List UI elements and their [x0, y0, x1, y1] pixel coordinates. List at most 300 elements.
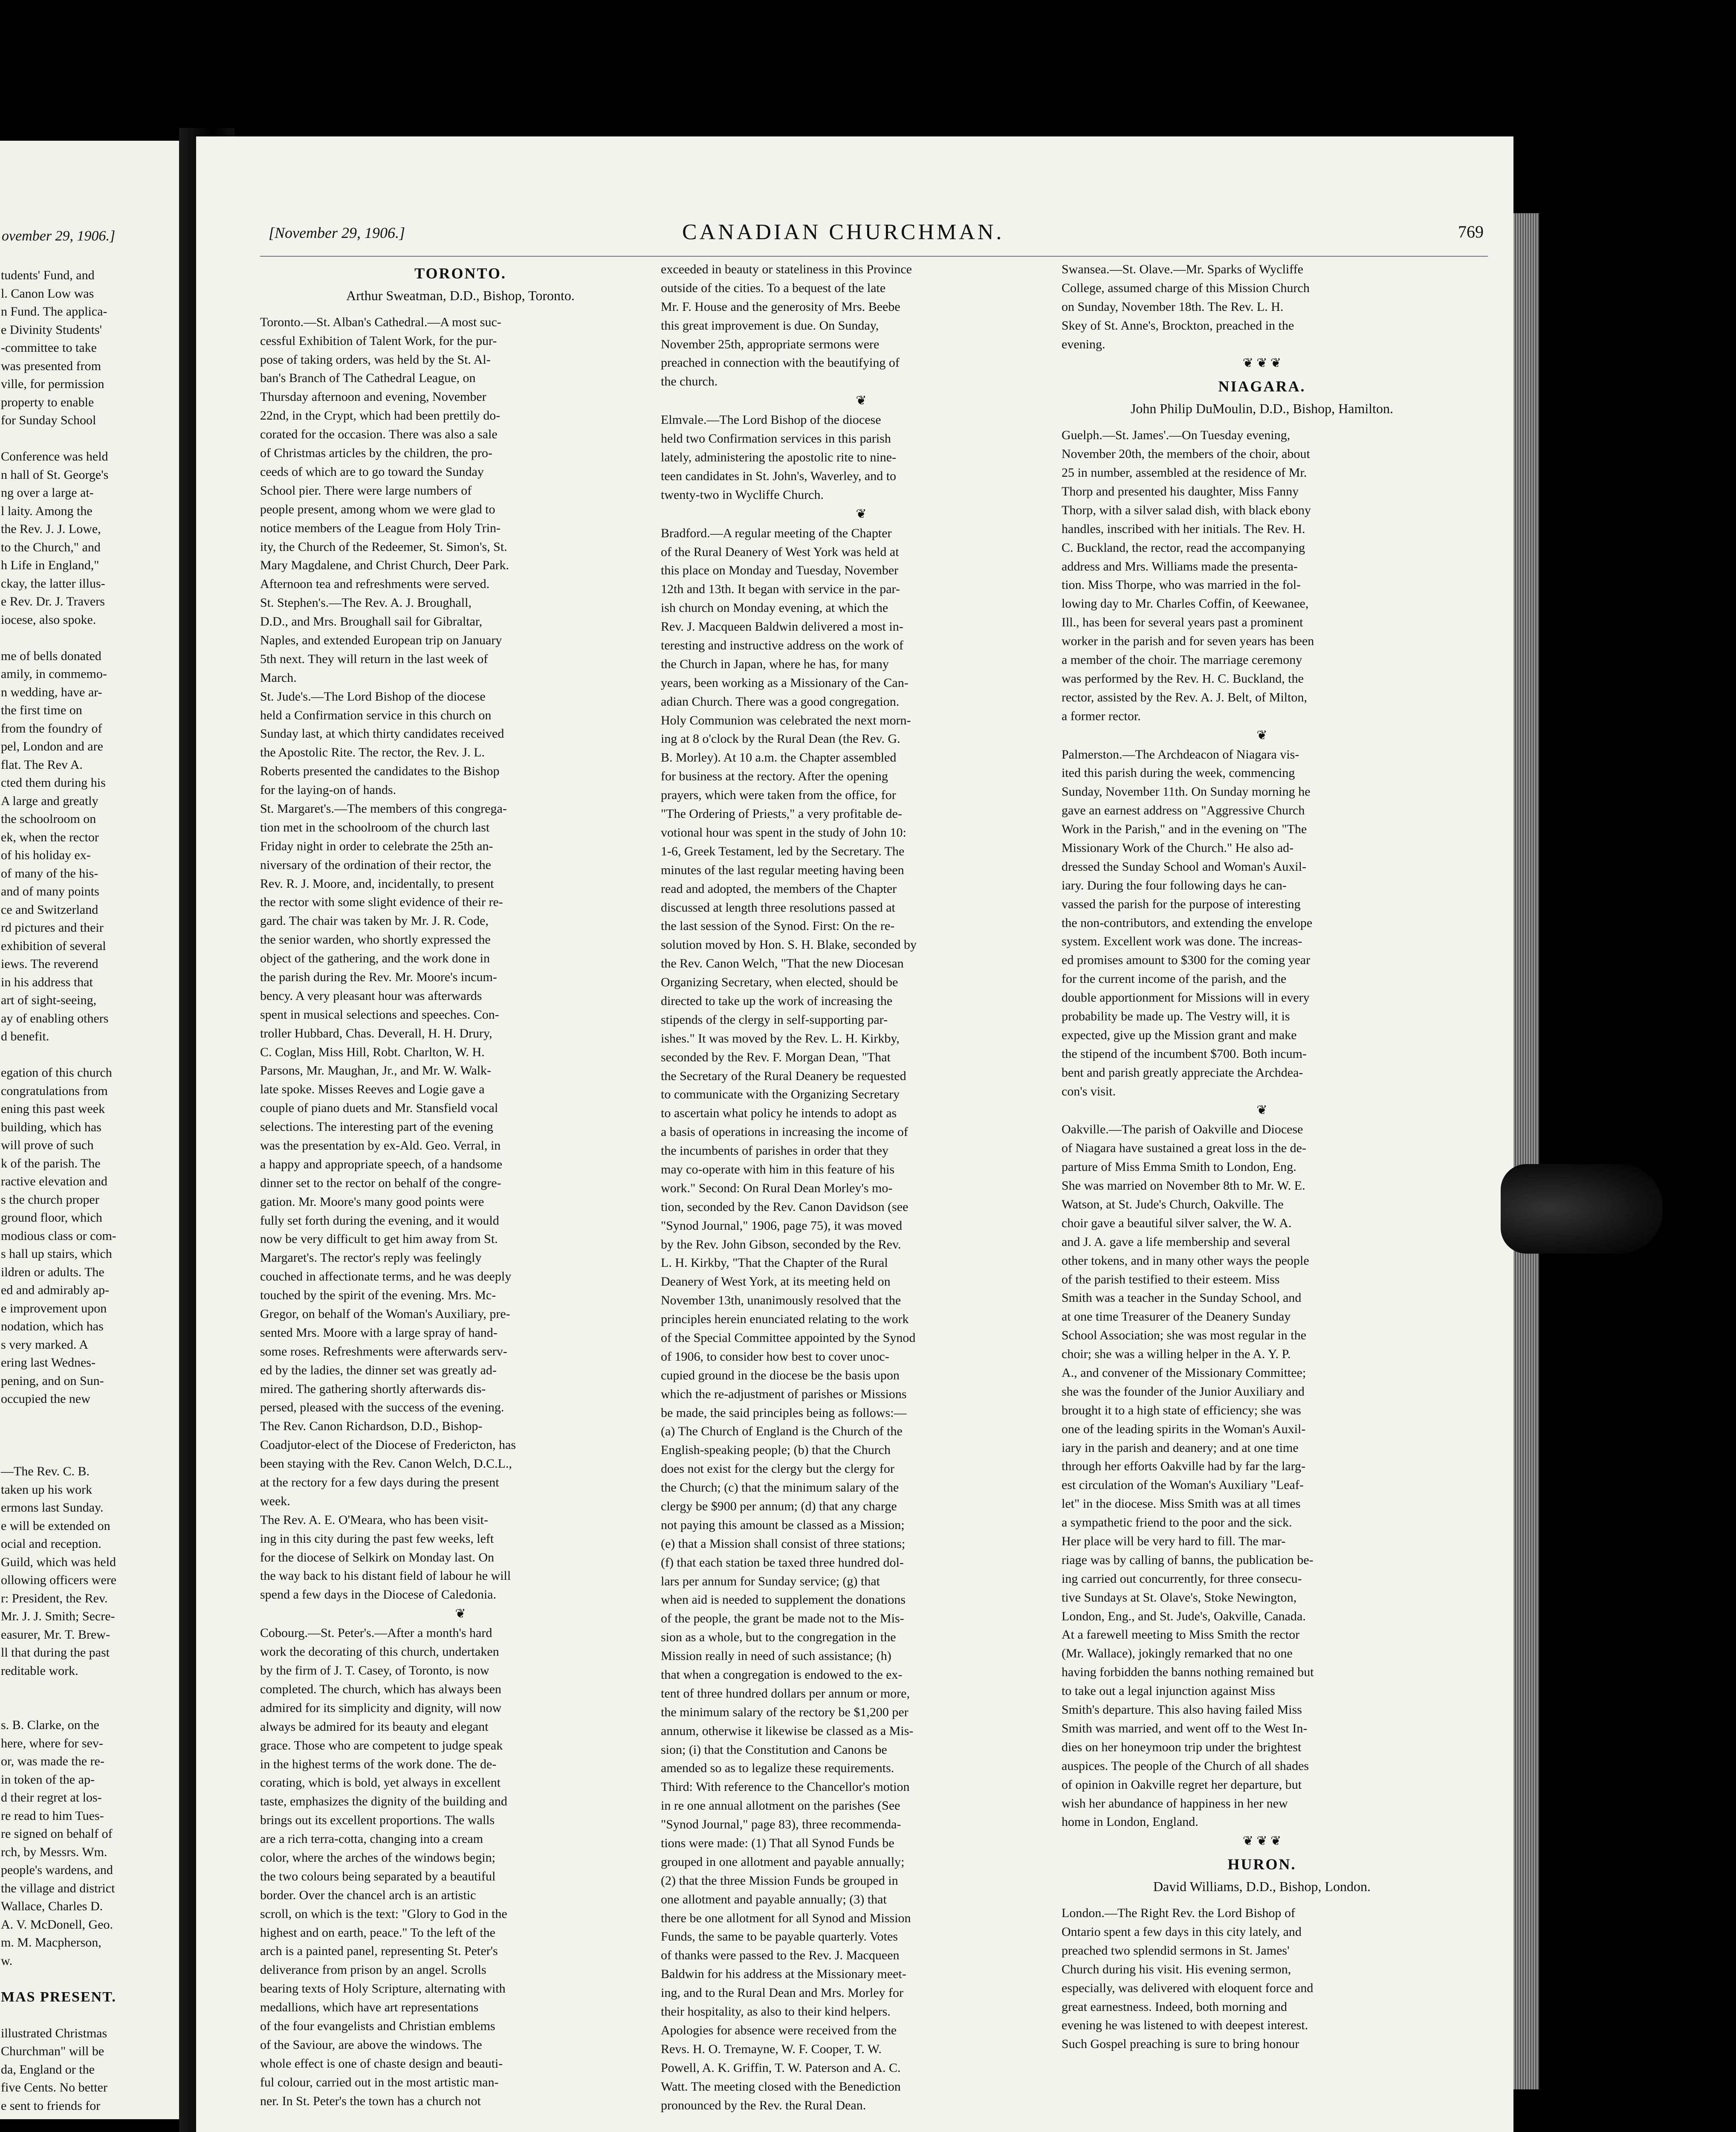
text-line: easurer, Mr. T. Brew- — [1, 1627, 110, 1642]
text-line: home in London, England. — [1062, 1815, 1198, 1829]
text-line: probability be made up. The Vestry will, it is — [1062, 1009, 1290, 1023]
text-line: selections. The interesting part of the evening — [260, 1120, 493, 1134]
text-line: rch, by Messrs. Wm. — [1, 1845, 107, 1859]
text-line: through her efforts Oakville had by far the larg- — [1062, 1459, 1306, 1474]
text-line: ishes." It was moved by the Rev. L. H. Kirkby, — [661, 1031, 900, 1046]
text-line: that when a congregation is endowed to the ex- — [661, 1668, 903, 1682]
text-line: of the Special Committee appointed by the Synod — [661, 1330, 916, 1345]
text-line: Gregor, on behalf of the Woman's Auxiliary, pre- — [260, 1307, 510, 1321]
text-line: years, been working as a Missionary of the Can- — [661, 675, 909, 690]
column-2 — [661, 260, 1062, 2115]
text-line: the way back to his distant field of labour he will — [260, 1569, 511, 1583]
text-line: ering last Wednes- — [1, 1356, 95, 1370]
text-line: da, England or the — [1, 2062, 95, 2077]
text-line: people present, among whom we were glad to — [260, 502, 495, 516]
text-line: bearing texts of Holy Scripture, alternating with — [260, 1981, 506, 1996]
text-line: Watt. The meeting closed with the Benediction — [661, 2079, 901, 2094]
text-line: the last session of the Synod. First: On the re- — [661, 919, 895, 933]
text-line: iary in the parish and deanery; and at one time — [1062, 1440, 1299, 1455]
paragraph-ornament: ❦ — [856, 507, 867, 521]
text-line: 25 in number, assembled at the residence of Mr. — [1062, 466, 1307, 480]
header-rule — [260, 256, 1488, 257]
text-line: of his holiday ex- — [1, 848, 91, 862]
text-line: or, was made the re- — [1, 1754, 104, 1768]
text-line: Elmvale.—The Lord Bishop of the diocese — [661, 413, 881, 427]
text-line: annum, otherwise it likewise be classed as a Mis- — [661, 1724, 914, 1738]
previous-page-fragment — [0, 141, 179, 2119]
publication-title: CANADIAN CHURCHMAN. — [682, 220, 1004, 244]
newspaper-page — [196, 136, 1513, 2132]
text-line: gave an earnest address on "Aggressive Church — [1062, 803, 1305, 818]
text-line: art of sight-seeing, — [1, 993, 97, 1007]
text-line: of opinion in Oakville regret her departure, but — [1062, 1777, 1302, 1792]
text-line: tion met in the schoolroom of the church last — [260, 820, 490, 834]
text-line: a happy and appropriate speech, of a handsome — [260, 1157, 503, 1171]
text-line: from the foundry of — [1, 721, 102, 736]
text-line: cted them during his — [1, 776, 106, 790]
text-line: for the current income of the parish, and the — [1062, 972, 1287, 986]
text-line: ek, when the rector — [1, 830, 99, 844]
text-line: ollowing officers were — [1, 1573, 117, 1587]
text-line: the Apostolic Rite. The rector, the Rev. J. L. — [260, 745, 485, 760]
text-line: discussed at length three resolutions passed at — [661, 900, 895, 915]
text-line: 12th and 13th. It began with service in the par- — [661, 582, 900, 597]
text-line: held two Confirmation services in this parish — [661, 432, 891, 446]
text-line: November 25th, appropriate sermons were — [661, 337, 880, 351]
text-line: mired. The gathering shortly afterwards dis- — [260, 1382, 486, 1396]
section-ornament: ❦ ❦ ❦ — [1242, 1834, 1282, 1848]
text-line: Work in the Parish," and in the evening on "The — [1062, 822, 1307, 837]
previous-page-header: ovember 29, 1906.] — [2, 228, 116, 244]
text-line: ing carried out concurrently, for three consecu- — [1062, 1571, 1302, 1586]
text-line: cupied ground in the diocese be the basis upon — [661, 1368, 900, 1382]
text-line: Friday night in order to celebrate the 25th an- — [260, 839, 493, 853]
text-line: not paying this amount be classed as a Mission; — [661, 1518, 905, 1532]
text-line: English-speaking people; (b) that the Church — [661, 1443, 891, 1457]
text-line: work the decorating of this church, undertaken — [260, 1645, 499, 1659]
text-line: Funds, the same to be payable quarterly. Votes — [661, 1929, 898, 1944]
text-line: ce and Switzerland — [1, 902, 98, 917]
text-line: the incumbents of parishes in order that they — [661, 1144, 889, 1158]
text-line: deliverance from prison by an angel. Scrolls — [260, 1963, 486, 1977]
text-line: St. Stephen's.—The Rev. A. J. Broughall, — [260, 596, 472, 610]
text-line: e improvement upon — [1, 1301, 107, 1315]
text-line: e sent to friends for — [1, 2098, 101, 2113]
text-line: Baldwin for his address at the Missionary meet- — [661, 1967, 906, 1981]
text-line: s very marked. A — [1, 1337, 88, 1352]
paragraph-ornament: ❦ — [1256, 1103, 1267, 1118]
text-line: was presented from — [1, 359, 101, 373]
text-line: Guild, which was held — [1, 1555, 116, 1569]
text-line: there be one allotment for all Synod and Mission — [661, 1911, 911, 1925]
text-line: whole effect is one of chaste design and beauti- — [260, 2056, 503, 2071]
text-line: principles herein enunciated relating to the work — [661, 1312, 909, 1327]
text-line: The Rev. Canon Richardson, D.D., Bishop- — [260, 1419, 483, 1434]
text-line: Smith was married, and went off to the West In- — [1062, 1721, 1308, 1735]
text-line: ermons last Sunday. — [1, 1501, 104, 1515]
text-line: for Sunday School — [1, 413, 96, 427]
text-line: Smith was a teacher in the Sunday School, and — [1062, 1291, 1302, 1305]
text-line: A., and convener of the Missionary Committee; — [1062, 1366, 1306, 1380]
text-line: and of many points — [1, 884, 99, 898]
text-line: taste, emphasizes the dignity of the building and — [260, 1794, 507, 1809]
text-line: dinner set to the rector on behalf of the congre- — [260, 1176, 501, 1190]
text-line: dressed the Sunday School and Woman's Auxil- — [1062, 859, 1307, 874]
text-line: parture of Miss Emma Smith to London, Eng. — [1062, 1160, 1296, 1174]
huron-text — [1062, 1904, 1462, 2054]
text-line: Parsons, Mr. Maughan, Jr., and Mr. W. Walk- — [260, 1063, 492, 1078]
text-line: of the parish testified to their esteem. Miss — [1062, 1272, 1280, 1286]
text-line: h Life in England," — [1, 558, 99, 572]
text-line: Holy Communion was celebrated the next morn- — [661, 713, 911, 727]
previous-page-text — [0, 266, 179, 2115]
text-line: A large and greatly — [1, 794, 98, 808]
text-line: d benefit. — [1, 1029, 49, 1043]
text-line: other tokens, and in many other ways the people — [1062, 1253, 1309, 1268]
text-line: the senior warden, who shortly expressed the — [260, 933, 491, 947]
text-line: of the Saviour, are above the windows. The — [260, 2037, 482, 2052]
text-line: con's visit. — [1062, 1084, 1116, 1098]
text-line: tions were made: (1) That all Synod Funds be — [661, 1836, 894, 1851]
text-line: preached in connection with the beautifying of — [661, 356, 900, 370]
text-line: Mary Magdalene, and Christ Church, Deer Park. — [260, 558, 509, 573]
text-line: tent of three hundred dollars per annum or more, — [661, 1686, 910, 1700]
text-line: especially, was delivered with eloquent force and — [1062, 1981, 1314, 1995]
text-line: spend a few days in the Diocese of Caledonia. — [260, 1587, 496, 1602]
text-line: brought it to a high state of efficiency; she was — [1062, 1403, 1301, 1417]
text-line: Thorp, with a silver salad dish, with black ebony — [1062, 503, 1311, 517]
text-line: (e) that a Mission shall consist of three stations; — [661, 1536, 906, 1551]
text-line: Deanery of West York, at its meeting held on — [661, 1275, 891, 1289]
text-line: at one time Treasurer of the Deanery Sunday — [1062, 1309, 1291, 1324]
text-line: (Mr. Wallace), jokingly remarked that no one — [1062, 1646, 1293, 1661]
text-line: ay of enabling others — [1, 1011, 109, 1025]
text-line: (f) that each station be taxed three hundred dol- — [661, 1555, 904, 1570]
text-line: Her place will be very hard to fill. The mar- — [1062, 1534, 1286, 1549]
text-line: ening this past week — [1, 1102, 105, 1116]
text-line: L. H. Kirkby, "That the Chapter of the Rural — [661, 1256, 888, 1270]
thumb-clip — [1501, 1164, 1663, 1254]
text-line: Church during his visit. His evening sermon, — [1062, 1962, 1291, 1976]
blank-line — [1, 629, 179, 647]
text-line: gard. The chair was taken by Mr. J. R. Code, — [260, 914, 489, 928]
text-line: scroll, on which is the text: "Glory to God in the — [260, 1906, 507, 1921]
text-line: wish her abundance of happiness in her new — [1062, 1796, 1288, 1810]
paragraph-ornament: ❦ — [856, 394, 867, 408]
text-line: Coadjutor-elect of the Diocese of Fredericton, has — [260, 1438, 516, 1452]
text-line: worker in the parish and for seven years has been — [1062, 634, 1314, 649]
text-line: Churchman" will be — [1, 2044, 104, 2058]
text-line: the Church in Japan, where he has, for many — [661, 657, 889, 671]
text-line: Missionary Work of the Church." He also ad- — [1062, 840, 1294, 855]
section-title-toronto: TORONTO. — [414, 265, 506, 282]
text-line: St. Margaret's.—The members of this congrega- — [260, 801, 507, 816]
text-line: me of bells donated — [1, 649, 101, 663]
text-line: C. Coglan, Miss Hill, Robt. Charlton, W. H. — [260, 1045, 485, 1059]
text-line: School pier. There were large numbers of — [260, 483, 472, 498]
text-line: s. B. Clarke, on the — [1, 1718, 99, 1732]
text-line: this great improvement is due. On Sunday, — [661, 318, 879, 333]
paragraph-ornament: ❦ — [1256, 728, 1267, 742]
text-line: She was married on November 8th to Mr. W. E. — [1062, 1179, 1305, 1193]
text-line: gation. Mr. Moore's many good points were — [260, 1194, 484, 1209]
text-line: in his address that — [1, 975, 93, 989]
text-line: of Christmas articles by the children, the pro- — [260, 446, 492, 461]
text-line: people's wardens, and — [1, 1863, 113, 1877]
text-line: lately, administering the apostolic rite to nine- — [661, 450, 897, 465]
text-line: riage was by calling of banns, the publication be- — [1062, 1553, 1314, 1567]
text-line: Ontario spent a few days in this city lately, and — [1062, 1924, 1302, 1939]
text-line: corating, which is bold, yet always in excellent — [260, 1776, 501, 1790]
text-line: ed and admirably ap- — [1, 1283, 110, 1297]
text-line: address and Mrs. Williams made the presenta- — [1062, 559, 1298, 574]
text-line: evening. — [1062, 337, 1105, 351]
text-line: lars per annum for Sunday service; (g) that — [661, 1574, 880, 1588]
text-line: ground floor, which — [1, 1211, 102, 1225]
text-line: Such Gospel preaching is sure to bring honour — [1062, 2037, 1299, 2051]
text-line: exceeded in beauty or stateliness in this Province — [661, 262, 912, 276]
text-line: are a rich terra-cotta, changing into a cream — [260, 1832, 483, 1846]
text-line: r: President, the Rev. — [1, 1591, 108, 1605]
text-line: the schoolroom on — [1, 812, 96, 826]
text-line: in token of the ap- — [1, 1772, 95, 1787]
text-line: St. Jude's.—The Lord Bishop of the diocese — [260, 689, 486, 704]
text-line: ville, for permission — [1, 377, 104, 391]
text-line: notice members of the League from Holy Trin- — [260, 521, 501, 535]
bishop-line-niagara: John Philip DuMoulin, D.D., Bishop, Hamilton. — [1130, 401, 1394, 417]
text-line: Organizing Secretary, when elected, should be — [661, 975, 898, 990]
text-line: flat. The Rev A. — [1, 757, 83, 772]
text-line: the rector with some slight evidence of their re- — [260, 895, 503, 910]
text-line: clergy be $900 per annum; (d) that any charge — [661, 1499, 897, 1513]
text-line: pel, London and are — [1, 739, 103, 753]
text-line: Swansea.—St. Olave.—Mr. Sparks of Wycliffe — [1062, 262, 1303, 276]
text-line: tion. Miss Thorpe, who was married in the fol- — [1062, 578, 1301, 592]
text-line: Afternoon tea and refreshments were served. — [260, 577, 490, 591]
text-line: ll that during the past — [1, 1645, 110, 1660]
text-line: one allotment and payable annually; (3) that — [661, 1892, 887, 1906]
text-line: Sunday last, at which thirty candidates received — [260, 727, 504, 741]
text-line: Toronto.—St. Alban's Cathedral.—A most suc- — [260, 315, 501, 329]
text-line: at the rectory for a few days during the present — [260, 1475, 499, 1490]
text-line: Mr. F. House and the generosity of Mrs. Beebe — [661, 299, 900, 314]
text-line: vassed the parish for the purpose of interesting — [1062, 897, 1301, 911]
text-line: At a farewell meeting to Miss Smith the rector — [1062, 1628, 1300, 1642]
text-line: preached two splendid sermons in St. James' — [1062, 1943, 1290, 1958]
column-1 — [260, 260, 661, 2110]
text-line: d their regret at los- — [1, 1790, 102, 1805]
text-line: arch is a painted panel, representing St. Peter's — [260, 1944, 498, 1958]
text-line: ildren or adults. The — [1, 1265, 104, 1279]
text-line: work." Second: On Rural Dean Morley's mo- — [661, 1181, 893, 1195]
text-line: of the Rural Deanery of West York was held at — [661, 545, 899, 559]
text-line: one of the leading spirits in the Woman's Auxil- — [1062, 1422, 1306, 1436]
text-line: choir gave a beautiful silver salver, the W. A. — [1062, 1216, 1292, 1230]
text-line: l. Canon Low was — [1, 286, 94, 301]
text-line: troller Hubbard, Chas. Deverall, H. H. Drury, — [260, 1026, 492, 1040]
text-line: color, where the arches of the windows begin; — [260, 1850, 495, 1865]
text-line: been staying with the Rev. Canon Welch, D.C.L., — [260, 1457, 512, 1471]
text-line: their hospitality, as also to their kind helpers. — [661, 2005, 891, 2019]
text-line: brings out its excellent proportions. The walls — [260, 1813, 495, 1828]
text-line: (a) The Church of England is the Church of the — [661, 1424, 903, 1439]
text-line: Rev. R. J. Moore, and, incidentally, to present — [260, 876, 494, 891]
page-number: 769 — [1458, 222, 1484, 241]
text-line: ing at 8 o'clock by the Rural Dean (the Rev. G. — [661, 732, 900, 746]
text-line: "The Ordering of Priests," a very profitable de- — [661, 807, 902, 821]
text-line: for the laying-on of hands. — [260, 783, 396, 797]
text-line: late spoke. Misses Reeves and Logie gave a — [260, 1082, 485, 1097]
text-line: bency. A very pleasant hour was afterwards — [260, 988, 482, 1003]
text-line: system. Excellent work was done. The increas- — [1062, 934, 1302, 949]
text-line: expected, give up the Mission grant and make — [1062, 1028, 1297, 1042]
text-line: ed by the ladies, the dinner set was greatly ad- — [260, 1363, 497, 1377]
text-line: ckay, the latter illus- — [1, 576, 105, 591]
text-line: Ill., has been for several years past a prominent — [1062, 615, 1303, 630]
text-line: 22nd, in the Crypt, which had been prettily do- — [260, 408, 501, 423]
text-line: a member of the choir. The marriage ceremony — [1062, 652, 1302, 667]
text-line: rd pictures and their — [1, 921, 104, 935]
text-line: couched in affectionate terms, and he was deeply — [260, 1269, 512, 1284]
text-line: Powell, A. K. Griffin, T. W. Paterson and A. C. — [661, 2060, 901, 2075]
text-line: the stipend of the incumbent $700. Both incum- — [1062, 1046, 1307, 1061]
text-line: solution moved by Hon. S. H. Blake, seconded by — [661, 938, 917, 952]
text-line: rector, assisted by the Rev. A. J. Belt, of Milton, — [1062, 690, 1307, 704]
text-line: Rev. J. Macqueen Baldwin delivered a most in- — [661, 620, 903, 634]
text-line: the church. — [661, 374, 718, 389]
text-line: tudents' Fund, and — [1, 268, 95, 282]
text-line: March. — [260, 670, 297, 685]
text-line: London.—The Right Rev. the Lord Bishop of — [1062, 1906, 1295, 1921]
text-line: ceeds of which are to go toward the Sunday — [260, 464, 484, 479]
text-line: niversary of the ordination of their rector, the — [260, 857, 491, 872]
text-line: Bradford.—A regular meeting of the Chapter — [661, 526, 892, 540]
text-line: 1-6, Greek Testament, led by the Secretary. The — [661, 844, 905, 858]
text-line: iary. During the four following days he can- — [1062, 878, 1287, 892]
text-line: the two colours being separated by a beautiful — [260, 1869, 496, 1883]
blank-line — [1, 1970, 179, 1988]
text-line: may co-operate with him in this feature of his — [661, 1162, 895, 1176]
text-line: 5th next. They will return in the last week of — [260, 652, 488, 666]
text-line: grace. Those who are competent to judge speak — [260, 1738, 503, 1753]
text-line: be made, the said principles being as follows:— — [661, 1405, 907, 1420]
text-line: twenty-two in Wycliffe Church. — [661, 487, 824, 502]
text-line: cessful Exhibition of Talent Work, for the pur- — [260, 333, 497, 348]
text-line: couple of piano duets and Mr. Stansfield vocal — [260, 1101, 498, 1115]
text-line: choir; she was a willing helper in the A. Y. P. — [1062, 1347, 1291, 1361]
text-line: Thursday afternoon and evening, November — [260, 390, 486, 404]
text-line: iews. The reverend — [1, 957, 98, 971]
text-line: highest and on earth, peace." To the left of the — [260, 1925, 495, 1940]
text-line: ban's Branch of The Cathedral League, on — [260, 371, 476, 385]
text-line: Palmerston.—The Archdeacon of Niagara vis- — [1062, 747, 1299, 762]
text-line: fully set forth during the evening, and it would — [260, 1213, 499, 1228]
text-line: -committee to take — [1, 341, 97, 355]
text-line: C. Buckland, the rector, read the accompanying — [1062, 540, 1305, 555]
issue-date: [November 29, 1906.] — [269, 224, 405, 241]
text-line: Guelph.—St. James'.—On Tuesday evening, — [1062, 428, 1290, 443]
text-line: outside of the cities. To a bequest of the late — [661, 281, 886, 295]
text-line: Skey of St. Anne's, Brockton, preached in the — [1062, 318, 1294, 333]
text-line: —The Rev. C. B. — [1, 1464, 90, 1478]
text-line: for business at the rectory. After the opening — [661, 769, 888, 784]
text-line: tive Sundays at St. Olave's, Stoke Newington, — [1062, 1590, 1297, 1605]
text-line: Thorp and presented his daughter, Miss Fanny — [1062, 484, 1299, 498]
text-line: of Niagara have sustained a great loss in the de- — [1062, 1141, 1306, 1156]
text-line: admired for its simplicity and dignity, will now — [260, 1700, 502, 1715]
text-line: property to enable — [1, 395, 94, 409]
text-line: taken up his work — [1, 1482, 93, 1497]
text-line: spent in musical selections and speeches. Con- — [260, 1007, 499, 1022]
text-line: prayers, which were taken from the office, for — [661, 788, 896, 802]
text-line: November 20th, the members of the choir, about — [1062, 447, 1310, 461]
text-line: Watson, at St. Jude's Church, Oakville. The — [1062, 1197, 1284, 1211]
text-line: "Synod Journal," 1906, page 75), it was moved — [661, 1218, 903, 1233]
text-line: (2) that the three Mission Funds be grouped in — [661, 1873, 898, 1888]
text-line: completed. The church, which has always been — [260, 1682, 501, 1696]
text-line: held a Confirmation service in this church on — [260, 708, 492, 722]
text-line: five Cents. No better — [1, 2080, 107, 2094]
text-line: Oakville.—The parish of Oakville and Diocese — [1062, 1122, 1303, 1137]
text-line: always be admired for its beauty and elegant — [260, 1719, 489, 1734]
paragraph-ornament: ❦ — [455, 1607, 466, 1621]
text-line: the parish during the Rev. Mr. Moore's incum- — [260, 970, 497, 984]
text-line: ed promises amount to $300 for the coming year — [1062, 953, 1311, 968]
text-line: here, where for sev- — [1, 1736, 103, 1750]
blank-line — [1, 1426, 179, 1445]
text-line: votional hour was spent in the study of John 10: — [661, 825, 906, 840]
text-line: to the Church," and — [1, 540, 101, 554]
blank-line — [1, 1698, 179, 1717]
text-line: Cobourg.—St. Peter's.—After a month's hard — [260, 1626, 492, 1640]
text-line: touched by the spirit of the evening. Mrs. Mc- — [260, 1288, 496, 1303]
text-line: seconded by the Rev. F. Morgan Dean, "That — [661, 1050, 891, 1064]
blank-line — [1, 2006, 179, 2025]
blank-line — [1, 1680, 179, 1698]
text-line: a former rector. — [1062, 709, 1141, 723]
text-line: stipends of the clergy in self-supporting par- — [661, 1012, 888, 1027]
text-line: building, which has — [1, 1120, 101, 1134]
text-line: "Synod Journal," page 83), three recommenda- — [661, 1817, 901, 1832]
text-line: in the highest terms of the work done. The de- — [260, 1757, 497, 1771]
text-line: minutes of the last regular meeting having been — [661, 863, 904, 877]
text-line: which the re-adjustment of parishes or Missions — [661, 1387, 907, 1401]
column-1-text — [260, 313, 661, 2111]
text-line: adian Church. There was a good congregation. — [661, 694, 900, 709]
text-line: a sympathetic friend to the poor and the sick. — [1062, 1515, 1292, 1530]
text-line: was the presentation by ex-Ald. Geo. Verral, in — [260, 1138, 501, 1153]
text-line: nodation, which has — [1, 1319, 104, 1333]
text-line: ractive elevation and — [1, 1174, 107, 1188]
text-line: egation of this church — [1, 1066, 112, 1080]
text-line: amily, in commemo- — [1, 667, 107, 681]
text-line: School Association; she was most regular in the — [1062, 1328, 1307, 1343]
text-line: teresting and instructive address on the work of — [661, 638, 904, 653]
text-line: the minimum salary of the rectory be $1,200 per — [661, 1705, 909, 1719]
text-line: iocese, also spoke. — [1, 612, 96, 627]
text-line: ng over a large at- — [1, 486, 94, 500]
text-line: pening, and on Sun- — [1, 1373, 104, 1388]
text-line: dies on her honeymoon trip under the brightest — [1062, 1740, 1302, 1754]
niagara-text — [1062, 426, 1462, 1831]
text-line: evening he was listened to with deepest interest. — [1062, 2018, 1308, 2033]
text-line: when aid is needed to supplement the donations — [661, 1593, 906, 1607]
text-line: read and adopted, the members of the Chapter — [661, 881, 897, 896]
section-title-niagara: NIAGARA. — [1218, 378, 1306, 395]
text-line: re signed on behalf of — [1, 1827, 113, 1841]
text-line: a basis of operations in increasing the income of — [661, 1125, 908, 1139]
text-line: tion, seconded by the Rev. Canon Davidson (see — [661, 1199, 909, 1214]
